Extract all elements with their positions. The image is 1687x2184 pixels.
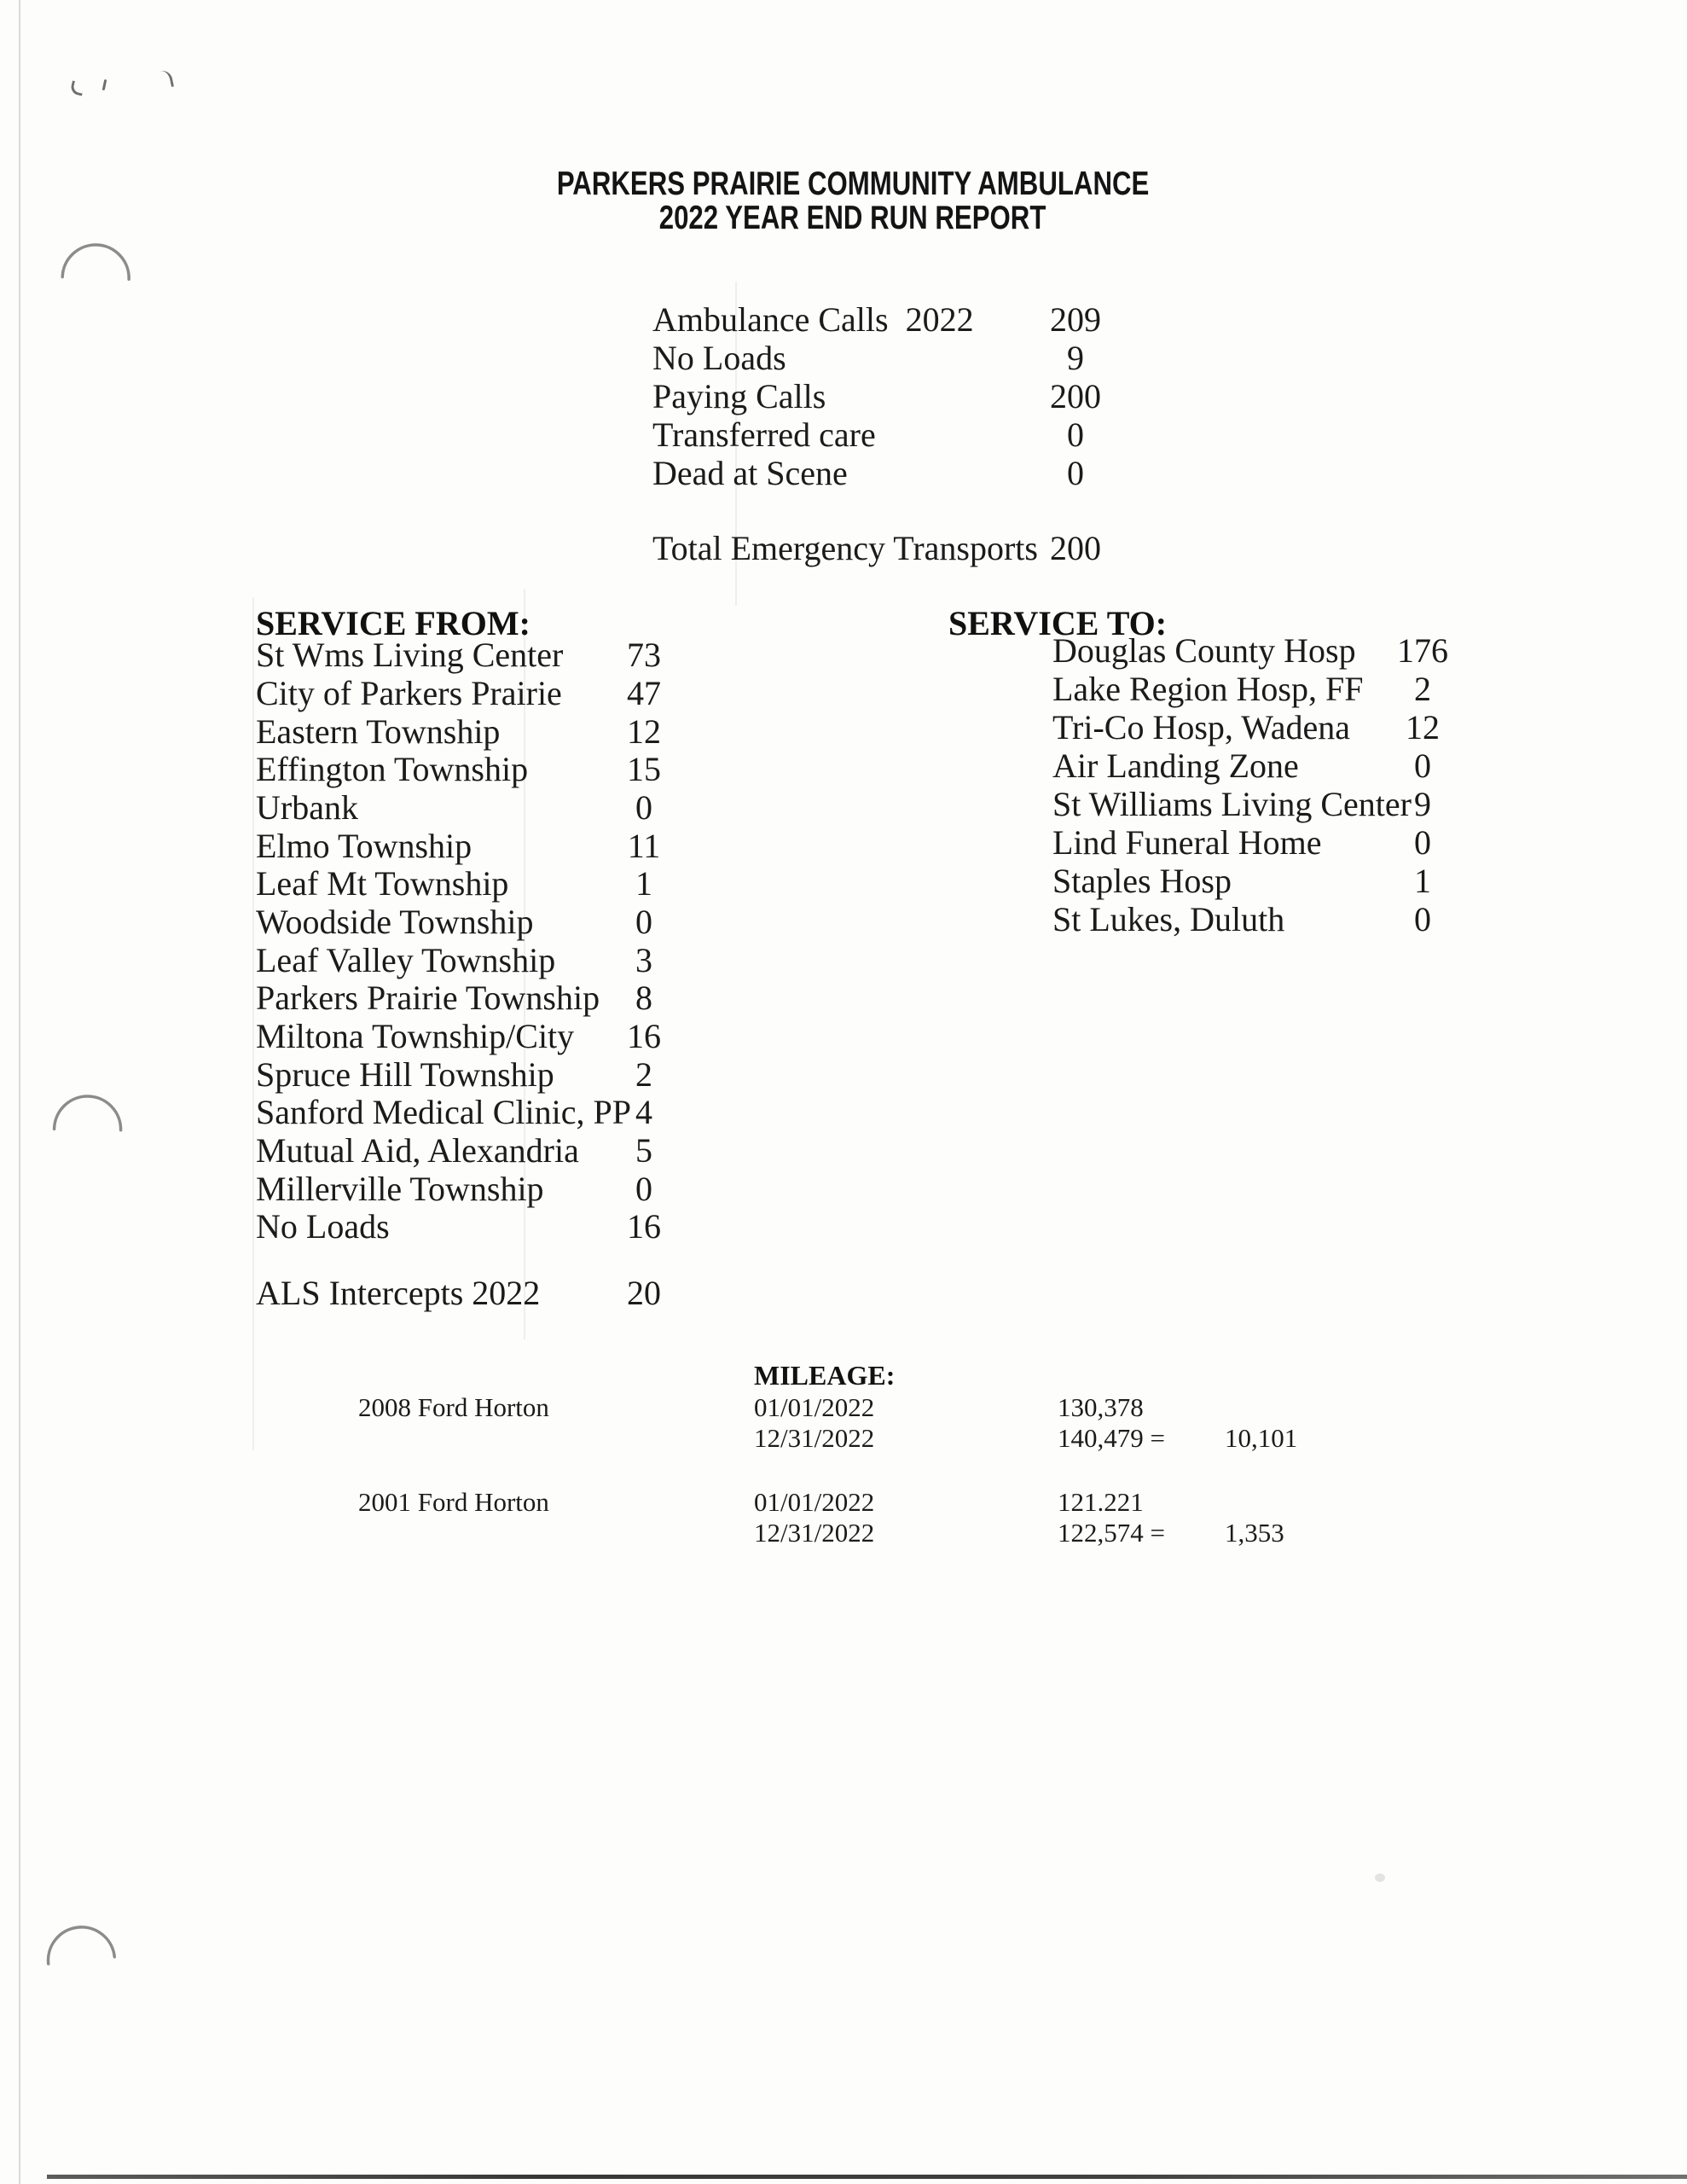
item-value: 12 [627,712,661,751]
total-value: 200 [1050,529,1101,567]
item-label: Sanford Medical Clinic, PP [256,1093,631,1131]
list-item [1052,785,1530,823]
item-label: Miltona Township/City [256,1017,575,1055]
list-item [256,1055,652,1094]
item-label: Douglas County Hosp [1052,631,1356,670]
list-item [1052,746,1530,785]
hole-punch-icon [57,232,136,282]
item-label: Effington Township [256,750,529,788]
list-item [1052,708,1530,746]
summary-value: 9 [1067,339,1084,377]
item-label: St Lukes, Duluth [1052,900,1285,938]
item-value: 15 [627,750,661,788]
pen-mark-icon [159,69,174,89]
summary-value: 0 [1067,415,1084,454]
item-value: 16 [627,1207,661,1246]
total-label: Total Emergency Transports [652,529,1038,567]
summary-value: 0 [1067,454,1084,492]
mileage-odometer: 140,479 = [1058,1423,1165,1453]
summary-label: Transferred care [652,415,876,454]
report-title-line1: PARKERS PRAIRIE COMMUNITY AMBULANCE [556,166,1150,202]
item-value: 0 [1414,746,1431,785]
bottom-scan-line [47,2175,1687,2179]
summary-value: 209 [1050,300,1101,339]
item-label: No Loads [256,1207,390,1246]
list-item [256,712,661,751]
pen-mark-icon [102,79,107,90]
mileage-date: 01/01/2022 [754,1392,875,1422]
list-item [256,674,661,712]
hole-punch-icon [49,1084,127,1134]
vehicle-name: 2008 Ford Horton [358,1392,549,1422]
service-from-header: SERVICE FROM: [256,604,530,642]
summary-label: Paying Calls [652,377,826,415]
mileage-odometer: 130,378 [1058,1392,1144,1422]
summary-row [652,377,1101,415]
item-label: Lake Region Hosp, FF [1052,670,1364,708]
item-label: Air Landing Zone [1052,746,1299,785]
item-label: Urbank [256,788,358,827]
item-value: 0 [635,1170,652,1208]
item-value: 1 [635,864,652,903]
item-value: 8 [635,979,652,1017]
item-label: Mutual Aid, Alexandria [256,1131,579,1170]
mileage-header: MILEAGE: [754,1360,896,1391]
summary-row [652,339,1084,377]
item-value: 2 [635,1055,652,1094]
item-value: 0 [635,903,652,941]
pen-mark-icon [69,80,84,96]
list-item [256,750,661,788]
list-item [256,941,652,979]
list-item [256,1093,652,1131]
item-label: City of Parkers Prairie [256,674,562,712]
mileage-date: 12/31/2022 [754,1518,875,1548]
item-value: 5 [635,1131,652,1170]
summary-row [652,454,1084,492]
item-label: Leaf Mt Township [256,864,509,903]
item-value: 3 [635,941,652,979]
item-label: ALS Intercepts 2022 [256,1274,541,1312]
list-item [256,903,652,941]
list-item [1052,631,1530,670]
mileage-date: 01/01/2022 [754,1487,875,1517]
summary-row [652,300,1101,339]
list-item [1052,900,1530,938]
item-value: 0 [1414,900,1431,938]
service-to-header: SERVICE TO: [948,604,1168,642]
item-value: 2 [1414,670,1431,708]
item-label: St Williams Living Center [1052,785,1412,823]
item-value: 47 [627,674,661,712]
summary-label: Ambulance Calls 2022 [652,300,974,339]
item-label: Elmo Township [256,827,472,865]
item-value: 11 [627,827,661,865]
item-value: 12 [1406,708,1440,746]
list-item [256,636,661,674]
mileage-date: 12/31/2022 [754,1423,875,1453]
hole-punch-icon [38,1912,119,1967]
item-label: Millerville Township [256,1170,544,1208]
list-item [1052,823,1530,862]
list-item [256,864,652,903]
list-item [256,979,652,1017]
als-intercepts-row [256,1274,661,1312]
item-label: St Wms Living Center [256,636,564,674]
item-value: 1 [1414,862,1431,900]
item-label: Staples Hosp [1052,862,1232,900]
scan-streak [252,597,254,1450]
mileage-odometer: 121.221 [1058,1487,1144,1517]
item-value: 4 [635,1093,652,1131]
list-item [1052,670,1530,708]
item-label: Leaf Valley Township [256,941,556,979]
item-label: Parkers Prairie Township [256,979,600,1017]
list-item [1052,862,1530,900]
list-item [256,1131,652,1170]
item-label: Eastern Township [256,712,501,751]
summary-label: Dead at Scene [652,454,848,492]
list-item [256,788,652,827]
list-item [256,1017,661,1055]
item-value: 176 [1397,631,1448,670]
total-row [652,529,1101,567]
summary-row [652,415,1084,454]
list-item [256,827,661,865]
item-label: Spruce Hill Township [256,1055,554,1094]
mileage-difference: 1,353 [1225,1518,1284,1548]
report-title [0,167,1687,235]
item-value: 73 [627,636,661,674]
item-value: 0 [635,788,652,827]
scan-smudge [1375,1873,1385,1882]
mileage-odometer: 122,574 = [1058,1518,1165,1548]
item-value: 0 [1414,823,1431,862]
item-value: 9 [1414,785,1431,823]
vehicle-name: 2001 Ford Horton [358,1487,549,1517]
paper-edge-line [19,0,20,2184]
mileage-difference: 10,101 [1225,1423,1298,1453]
item-value: 16 [627,1017,661,1055]
report-title-line2: 2022 YEAR END RUN REPORT [659,200,1046,236]
list-item [256,1207,661,1246]
summary-value: 200 [1050,377,1101,415]
item-label: Lind Funeral Home [1052,823,1322,862]
item-value: 20 [627,1274,661,1312]
summary-label: No Loads [652,339,786,377]
item-label: Woodside Township [256,903,534,941]
item-label: Tri-Co Hosp, Wadena [1052,708,1351,746]
list-item [256,1170,652,1208]
